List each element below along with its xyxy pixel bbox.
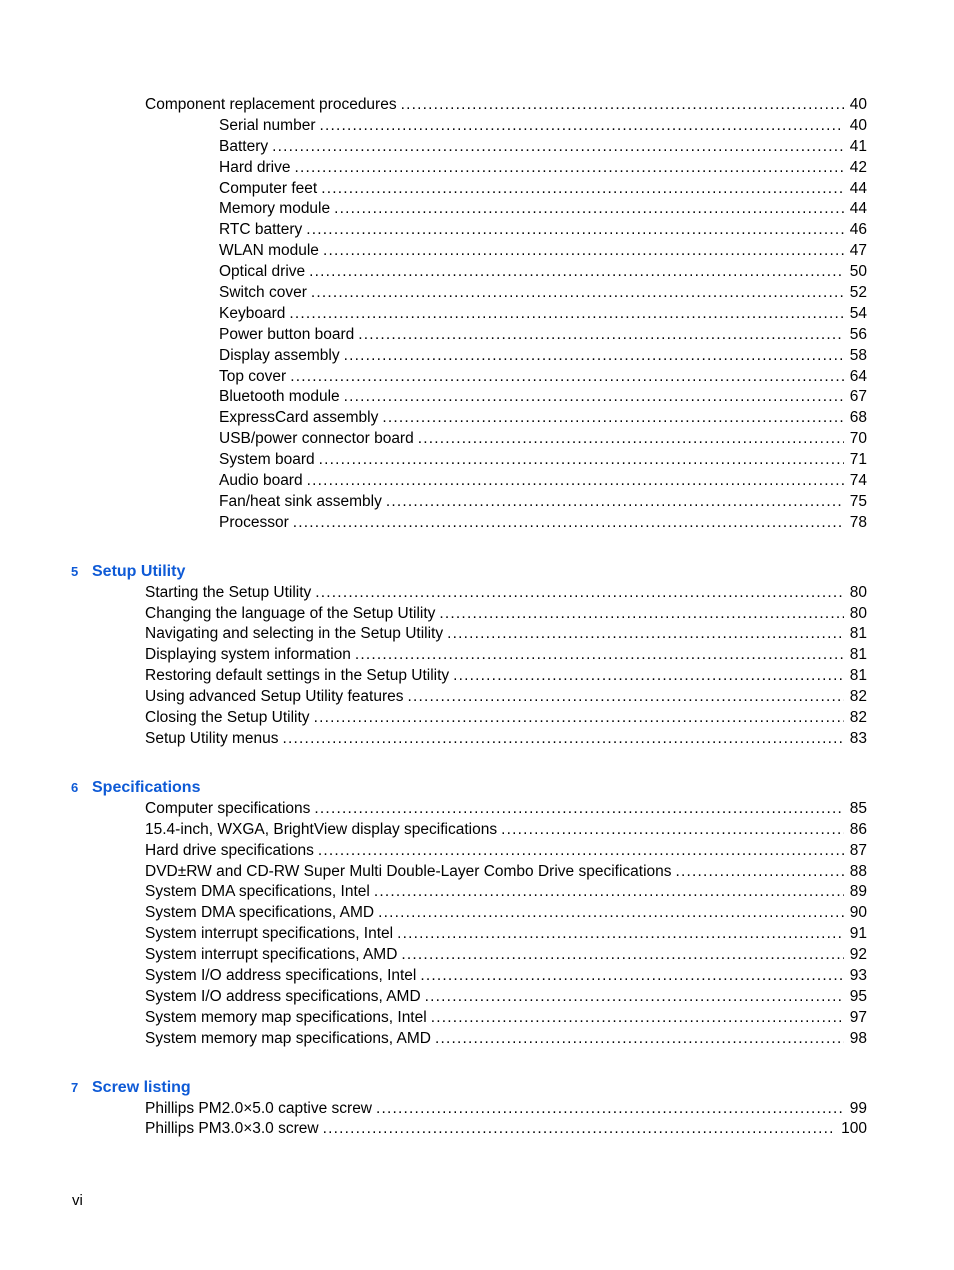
toc-entry-title[interactable]: ExpressCard assembly (219, 409, 379, 427)
toc-entry-title[interactable]: Switch cover (219, 284, 307, 302)
chapter-title[interactable]: Screw listing (92, 1078, 191, 1096)
dot-leader (293, 513, 844, 534)
dot-leader (318, 841, 844, 862)
toc-entry-title[interactable]: Fan/heat sink assembly (219, 492, 382, 510)
toc-entry-page[interactable]: 80 (849, 604, 867, 622)
toc-entry-title[interactable]: Memory module (219, 200, 331, 218)
toc-entry-title[interactable]: Serial number (219, 116, 316, 134)
dot-leader (453, 666, 844, 687)
toc-entry-page[interactable]: 92 (849, 946, 867, 964)
toc-entry-title[interactable]: RTC battery (219, 221, 303, 239)
toc-entry-title[interactable]: Navigating and selecting in the Setup Utility (145, 625, 444, 643)
toc-entry-page[interactable]: 97 (849, 1008, 867, 1026)
dot-leader (311, 283, 844, 304)
toc-entry[interactable] (0, 799, 954, 820)
toc-entry[interactable] (0, 841, 954, 862)
toc-entry-title[interactable]: Processor (219, 513, 289, 531)
toc-entry[interactable] (0, 820, 954, 841)
toc-entry[interactable] (0, 645, 954, 666)
toc-entry[interactable] (0, 283, 954, 304)
toc-entry-page[interactable]: 64 (849, 367, 867, 385)
dot-leader (378, 903, 844, 924)
dot-leader (676, 862, 844, 883)
chapter-heading[interactable] (0, 1076, 954, 1099)
toc-entry-page[interactable]: 74 (849, 472, 867, 490)
toc-entry[interactable] (0, 1099, 954, 1120)
dot-leader (435, 1029, 844, 1050)
toc-entry-title[interactable]: Displaying system information (145, 646, 351, 664)
toc-entry-page[interactable]: 70 (849, 430, 867, 448)
chapter-number: 5 (71, 563, 79, 579)
toc-entry[interactable] (0, 966, 954, 987)
toc-entry-page[interactable]: 87 (849, 841, 867, 859)
toc-entry-title[interactable]: System I/O address specifications, AMD (145, 987, 421, 1005)
toc-entry[interactable] (0, 387, 954, 408)
toc-entry-title[interactable]: Using advanced Setup Utility features (145, 688, 404, 706)
toc-entry-title[interactable]: Restoring default settings in the Setup Utility (145, 667, 450, 685)
toc-entry-page[interactable]: 100 (841, 1120, 867, 1138)
toc-entry[interactable] (0, 262, 954, 283)
toc-entry-title[interactable]: Hard drive (219, 158, 291, 176)
toc-entry-title[interactable]: WLAN module (219, 242, 319, 260)
toc-entry-page[interactable]: 56 (849, 325, 867, 343)
toc-entry-title[interactable]: System interrupt specifications, AMD (145, 946, 398, 964)
dot-leader (283, 729, 844, 750)
dot-leader (307, 471, 844, 492)
toc-entry-page[interactable]: 98 (849, 1029, 867, 1047)
toc-entry-page[interactable]: 67 (849, 388, 867, 406)
toc-entry[interactable] (0, 158, 954, 179)
toc-entry[interactable] (0, 95, 954, 116)
dot-leader (272, 137, 844, 158)
toc-entry-title[interactable]: Optical drive (219, 263, 306, 281)
dot-leader (374, 882, 844, 903)
chapter-title[interactable]: Specifications (92, 778, 201, 796)
toc-entry-page[interactable]: 54 (849, 304, 867, 322)
dot-leader (425, 987, 844, 1008)
chapter-number: 7 (71, 1079, 79, 1095)
dot-leader (382, 408, 843, 429)
toc-entry-page[interactable]: 83 (849, 729, 867, 747)
toc-entry-page[interactable]: 47 (849, 242, 867, 260)
toc-entry[interactable] (0, 583, 954, 604)
toc-entry[interactable] (0, 924, 954, 945)
toc-entry[interactable] (0, 862, 954, 883)
chapter-heading[interactable] (0, 560, 954, 583)
dot-leader (431, 1008, 844, 1029)
toc-entry-title[interactable]: Top cover (219, 367, 287, 385)
toc-entry-title[interactable]: Computer specifications (145, 799, 311, 817)
toc-entry[interactable] (0, 304, 954, 325)
toc-entry[interactable] (0, 687, 954, 708)
toc-entry-page[interactable]: 95 (849, 987, 867, 1005)
toc-entry-page[interactable]: 88 (849, 862, 867, 880)
dot-leader (407, 687, 843, 708)
toc-entry[interactable] (0, 987, 954, 1008)
toc-entry-page[interactable]: 91 (849, 925, 867, 943)
table-of-contents (0, 95, 954, 1140)
page-number-footer: vi (72, 1192, 83, 1209)
toc-entry[interactable] (0, 882, 954, 903)
toc-entry-page[interactable]: 40 (849, 116, 867, 134)
toc-entry-page[interactable]: 40 (849, 96, 867, 113)
toc-entry-page[interactable]: 71 (849, 451, 867, 469)
dot-leader (314, 708, 844, 729)
dot-leader (321, 179, 844, 200)
dot-leader (397, 924, 844, 945)
toc-entry[interactable] (0, 367, 954, 388)
toc-entry[interactable] (0, 708, 954, 729)
dot-leader (309, 262, 844, 283)
toc-entry-title[interactable]: Display assembly (219, 346, 340, 364)
toc-entry-page[interactable]: 81 (849, 646, 867, 664)
toc-entry-page[interactable]: 58 (849, 346, 867, 364)
dot-leader (420, 966, 843, 987)
toc-entry[interactable] (0, 729, 954, 750)
toc-entry-title[interactable]: Power button board (219, 325, 355, 343)
dot-leader (344, 387, 844, 408)
dot-leader (289, 304, 843, 325)
dot-leader (401, 95, 844, 116)
toc-entry-page[interactable]: 52 (849, 284, 867, 302)
chapter-heading[interactable] (0, 776, 954, 799)
toc-entry-page[interactable]: 46 (849, 221, 867, 239)
dot-leader (334, 199, 844, 220)
toc-entry[interactable] (0, 408, 954, 429)
toc-entry-page[interactable]: 85 (849, 799, 867, 817)
toc-entry-page[interactable]: 80 (849, 583, 867, 601)
toc-entry[interactable] (0, 137, 954, 158)
toc-entry-page[interactable]: 90 (849, 904, 867, 922)
dot-leader (358, 325, 843, 346)
toc-entry[interactable] (0, 429, 954, 450)
toc-entry-title[interactable]: Setup Utility menus (145, 729, 279, 747)
toc-entry-title[interactable]: System interrupt specifications, Intel (145, 925, 394, 943)
toc-entry[interactable] (0, 513, 954, 534)
toc-entry-title[interactable]: Hard drive specifications (145, 841, 314, 859)
toc-entry[interactable] (0, 346, 954, 367)
toc-entry-title[interactable]: DVD±RW and CD-RW Super Multi Double-Layer Combo Drive specifications (145, 862, 672, 880)
toc-entry-title[interactable]: Audio board (219, 472, 303, 490)
toc-entry[interactable] (0, 945, 954, 966)
toc-entry-title[interactable]: Starting the Setup Utility (145, 583, 312, 601)
dot-leader (401, 945, 843, 966)
dot-leader (320, 116, 844, 137)
toc-entry-title[interactable]: Phillips PM3.0×3.0 screw (145, 1120, 319, 1138)
dot-leader (344, 346, 844, 367)
toc-entry-title[interactable]: System DMA specifications, Intel (145, 883, 370, 901)
toc-entry-title[interactable]: Computer feet (219, 179, 318, 197)
toc-entry[interactable] (0, 450, 954, 471)
toc-entry[interactable] (0, 116, 954, 137)
toc-entry-title[interactable]: Closing the Setup Utility (145, 709, 310, 727)
dot-leader (306, 220, 843, 241)
toc-entry[interactable] (0, 1008, 954, 1029)
toc-entry-page[interactable]: 82 (849, 688, 867, 706)
toc-entry[interactable] (0, 666, 954, 687)
dot-leader (386, 492, 844, 513)
toc-entry[interactable] (0, 179, 954, 200)
toc-entry[interactable] (0, 492, 954, 513)
toc-entry-page[interactable]: 93 (849, 966, 867, 984)
toc-entry-title[interactable]: 15.4-inch, WXGA, BrightView display specifications (145, 820, 498, 838)
toc-entry-title[interactable]: Battery (219, 137, 269, 155)
toc-entry-page[interactable]: 41 (849, 137, 867, 155)
toc-entry-page[interactable]: 81 (849, 625, 867, 643)
toc-entry-page[interactable]: 42 (849, 158, 867, 176)
toc-entry-title[interactable]: System I/O address specifications, Intel (145, 966, 417, 984)
toc-entry[interactable] (0, 199, 954, 220)
toc-entry-title[interactable]: Keyboard (219, 304, 286, 322)
toc-entry-page[interactable]: 99 (849, 1099, 867, 1117)
toc-entry-title[interactable]: System memory map specifications, Intel (145, 1008, 427, 1026)
dot-leader (323, 1119, 836, 1140)
toc-entry-page[interactable]: 89 (849, 883, 867, 901)
toc-entry-title[interactable]: Bluetooth module (219, 388, 340, 406)
toc-entry-page[interactable]: 68 (849, 409, 867, 427)
dot-leader (355, 645, 844, 666)
dot-leader (323, 241, 844, 262)
toc-entry-title[interactable]: Component replacement procedures (145, 96, 397, 113)
toc-entry-page[interactable]: 82 (849, 709, 867, 727)
dot-leader (501, 820, 844, 841)
dot-leader (447, 624, 844, 645)
toc-entry[interactable] (0, 325, 954, 346)
toc-entry-page[interactable]: 75 (849, 492, 867, 510)
dot-leader (314, 799, 843, 820)
toc-entry-page[interactable]: 86 (849, 820, 867, 838)
dot-leader (315, 583, 843, 604)
dot-leader (290, 367, 844, 388)
dot-leader (418, 429, 844, 450)
toc-entry-title[interactable]: Phillips PM2.0×5.0 captive screw (145, 1099, 373, 1117)
toc-entry[interactable] (0, 604, 954, 625)
toc-entry[interactable] (0, 220, 954, 241)
toc-entry[interactable] (0, 1029, 954, 1050)
toc-entry-page[interactable]: 44 (849, 179, 867, 197)
dot-leader (319, 450, 844, 471)
toc-entry-page[interactable]: 78 (849, 513, 867, 531)
dot-leader (376, 1099, 844, 1120)
toc-entry-title[interactable]: System board (219, 451, 315, 469)
chapter-title[interactable]: Setup Utility (92, 562, 186, 580)
toc-entry-page[interactable]: 50 (849, 263, 867, 281)
toc-entry[interactable] (0, 1119, 954, 1140)
toc-entry[interactable] (0, 241, 954, 262)
dot-leader (439, 604, 843, 625)
toc-entry[interactable] (0, 471, 954, 492)
toc-entry-page[interactable]: 81 (849, 667, 867, 685)
chapter-number: 6 (71, 779, 79, 795)
dot-leader (295, 158, 844, 179)
toc-entry-title[interactable]: System DMA specifications, AMD (145, 904, 375, 922)
toc-entry-title[interactable]: Changing the language of the Setup Utility (145, 604, 436, 622)
toc-entry-title[interactable]: USB/power connector board (219, 430, 414, 448)
toc-entry-title[interactable]: System memory map specifications, AMD (145, 1029, 431, 1047)
toc-entry-page[interactable]: 44 (849, 200, 867, 218)
toc-entry[interactable] (0, 624, 954, 645)
toc-entry[interactable] (0, 903, 954, 924)
